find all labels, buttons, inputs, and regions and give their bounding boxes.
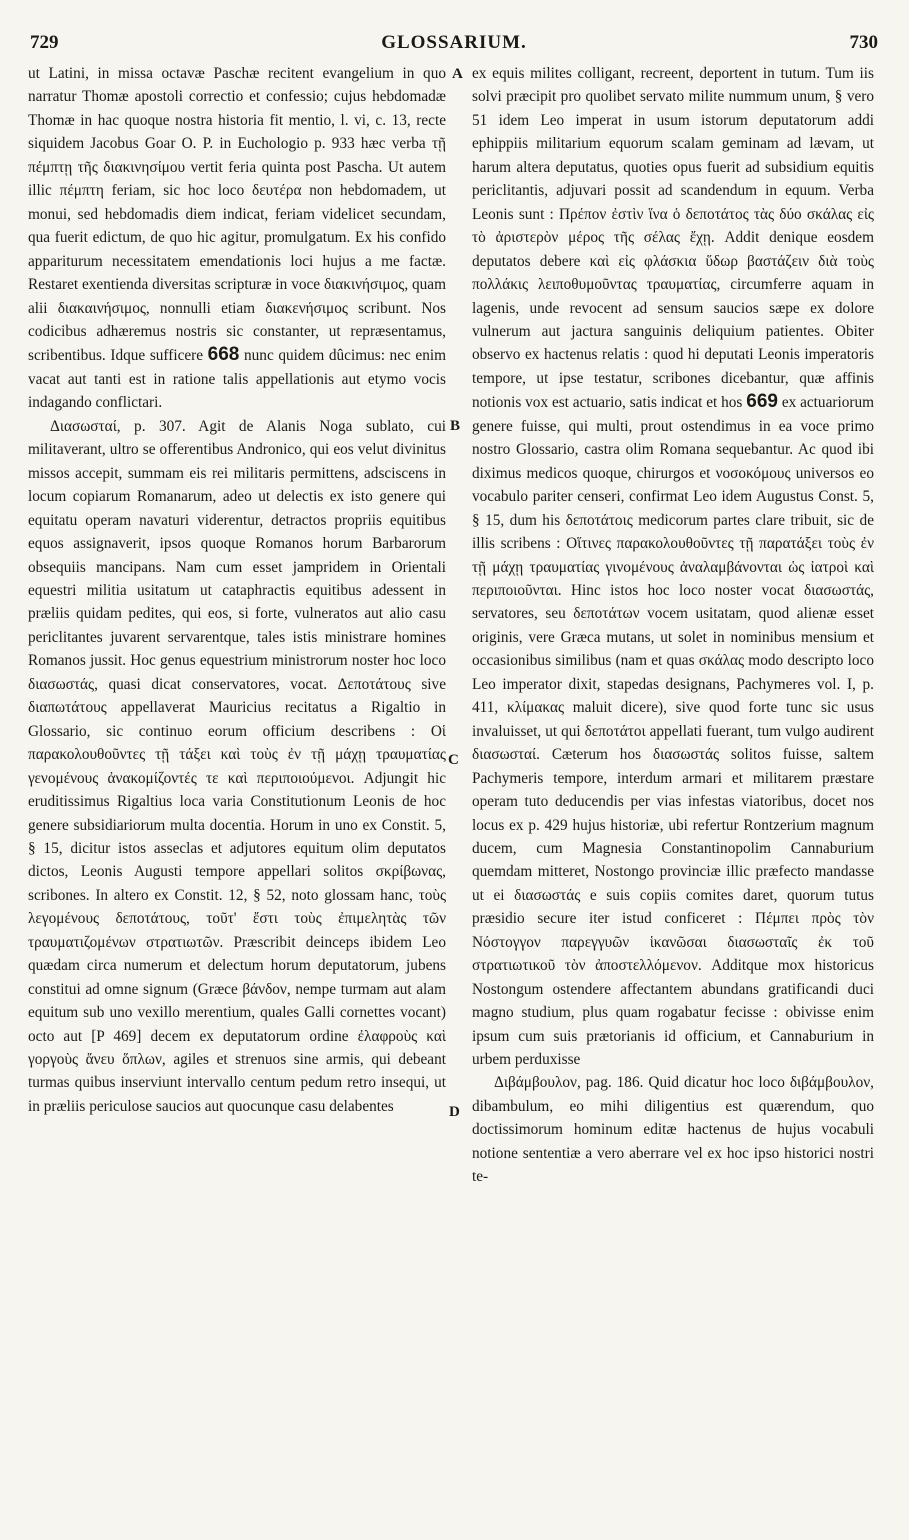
right-paragraph-1 bbox=[472, 62, 874, 1071]
margin-marker-a: A bbox=[452, 66, 463, 82]
left-text-1a: ut Latini, in missa octavæ Paschæ recitent evangelium in quo narratur Thomæ apostoli correctio et confessio; cujus hebdomadæ Thomæ in hac quoque nostra historia fit mentio, l. vi, c. 13, recte siquidem Jacobus Goar O. P. in Euchologio p. 933 hæc verba τῇ πέμπτῃ τῆς διακινησίμου vertit feria quinta post Pascha. Ut autem illic πέμπτη feriam, sic hoc loco δευτέρα non hebdomadem, ut monui, sed hebdomadis diem indicat, feriam videlicet secundam, qua fuerit edictum, de quo hic agitur, promulgatum. Ex his confido appariturum necessitatem emendationis loci hujus a me factæ. Restaret exentienda diversitas scripturæ in voce διακινήσιμος, quam alii διακαινήσιμος, nonnulli etiam διακενήσιμος scribunt. Nos codicibus adhæremus nostris sic constanter, ut repræsentamus, scribentibus. Idque sufficere bbox=[28, 65, 446, 365]
folio-number-669: 669 bbox=[746, 391, 778, 413]
left-text-1b: nunc quidem dûcimus: nec enim vacat aut tanti est in ratione talis appellationis aut etymo vocis indagando conflictari. bbox=[28, 347, 446, 412]
margin-marker-b: B bbox=[450, 418, 461, 434]
page-title: GLOSSARIUM. bbox=[381, 32, 527, 53]
right-column bbox=[472, 62, 874, 1462]
left-paragraph-1 bbox=[28, 62, 446, 415]
right-text-1a: ex equis milites colligant, recreent, deportent in tutum. Tum iis solvi præcipit pro quolibet servato milite nummum unum, § vero 51 idem Leo imperat in usum istorum deputatorum addi ephippiis militarium equorum scalam geminam ad lævam, ut harum altera deputatus, quoties opus fuerit ad subsidium equitis periclitantis, adjuvari possit ad scandendum in equum. Verba Leonis sunt : Πρέπον ἐστὶν ἵνα ὁ δεποτάτος τὰς δύο σκάλας εἰς τὸ ἀριστερὸν μέρος τῆς σέλας ἔχῃ. Addit denique eosdem deputatos debere καὶ εἰς φλάσκια ὕδωρ βαστάζειν διὰ τοὺς πολλάκις λειποθυμοῦντας τραυματίας, circumferre aquam in lagenis, unde revocent ad sensum saucios sæpe ex dolore vulnerum aut jactura sanguinis deliquium patientes. Obiter observo ex hactenus relatis : quod hi deputati Leonis imperatoris tempore, ut ipse testatur, scribones dicebantur, quæ affinis notionis vox est actuario, satis indicat et hos bbox=[472, 65, 874, 412]
left-column bbox=[28, 62, 446, 1462]
page-header bbox=[30, 32, 878, 56]
entry-dibamboulon: Διβάμβουλον, pag. 186. Quid dicatur hoc loco διβάμβουλον, dibambulum, eo mihi diligentius est quærendum, quo doctissimorum hominum editæ hactenus de hujus vocabuli notione sententiæ a vero aberrare vel ex hoc ipso historici nostri te- bbox=[472, 1074, 874, 1186]
margin-marker-d: D bbox=[449, 1104, 460, 1120]
page-number-right: 730 bbox=[849, 32, 878, 53]
entry-diasostai: Διασωσταί, p. 307. Agit de Alanis Noga sublato, cui militaverant, ultro se offerentibus Andronico, qui eos velut divinitus missos accepit, summam eis rei militaris permittens, adsciscens in locum copiarum Romanarum, adeo ut delectis ex isto genere qui equitatu operam navaturi viderentur, detractos propriis equitibus equos assignaverit, ipsos quoque Romanos horum Barbarorum obsequiis mancipans. Nam cum esset jampridem in Orientali equestri militia usitatum ut cataphractis equitibus adessent in præliis quidam pedites, qui eos, si forte, vulneratos aut alio casu periclitantes juvarent servarentque, tales istis ministrare homines Romanos jussit. Hoc genus equestrium ministrorum noster hoc loco διασωστάς, quasi dicat conservatores, vocat. Δεποτάτους sive διαπωτάτους appellaverat Mauricius recitatus a Rigaltio in Glossario, sic continuo eorum officium describens : Οἱ παρακολουθοῦντες τῇ τάξει καὶ τοὺς ἐν τῇ μάχῃ τραυματίας γενομένους ἀνακομίζοντές τε καὶ περιποιούμενοι. Adjungit hic eruditissimus Rigaltius loca varia Constitutionum Leonis de hoc genere subsidiariorum multa docentia. Horum in uno ex Constit. 5, § 15, dicitur istos asseclas et adjutores equitum olim deputatos dictos, Leonis Augusti tempore appellari solitos σκρίβωνας, scribones. In altero ex Constit. 12, § 52, noto glossam hanc, τοὺς λεγομένους δεποτάτους, τοῦτ' ἔστι τοὺς ἐπιμελητὰς τῶν τραυματιζομένων στρατιωτῶν. Præscribit deinceps ibidem Leo quædam circa numerum et delectum horum deputatorum, jubens constitui ad omne signum (Græce βάνδον, nempe turmam aut alam equitum sub uno vexillo merentium, quales Galli cornettes vocant) octo aut [P 469] decem ex deputatorum ordine ἐλαφροὺς καὶ γοργοὺς ἄνευ ὅπλων, agiles et strenuos sine armis, qui debeant turmas quibus inserviunt intervallo centum pedum retro insequi, ut in præliis periculose saucios aut quocunque casu delabentes bbox=[28, 417, 446, 1115]
page-number-left: 729 bbox=[30, 32, 59, 53]
margin-marker-c: C bbox=[448, 752, 459, 768]
right-text-1b: ex actuariorum genere fuisse, qui multi, prout ostendimus in ea voce primo nostro Glossario, castra olim Romana sequebantur. Ac quod ibi diximus medicos quoque, chirurgos et νοσοκόμους universos eo vocabulo pariter censeri, confirmat Leo idem Augustus Const. 5, § 15, dum his δεποτάτοις medicorum partes clare tribuit, sic de illis scribens : Οἵτινες παρακολουθοῦντες τῇ παρατάξει τοὺς ἐν τῇ μάχῃ τραυματίας γινομένους ἀναλαμβάνονται ὡς ἰατροὶ καὶ περιποιοῦνται. Hinc istos hoc loco noster vocat διασωστάς, servatores, seu δεποτάτων vocem usitatam, quod alienæ esset originis, vere Græca mutans, ut solet in nominibus mensium et occasionibus similibus (nam et quas σκάλας modo descripto loco Leo imperator dixit, stapedas designans, Pachymeres vol. I, p. 411, κλίμακας maluit dicere), sive quod forte tunc sic usus invaluisset, ut qui δεποτάτοι appellati fuerant, tum vulgo audirent διασωσταί. Cæterum hos διασωστάς solitos fuisse, saltem Pachymeris tempore, interdum armari et militarem præstare operam tuto deducendis per vias infestas viatoribus, docet nos locus ex p. 429 hujus historiæ, ubi refertur Rontzerium magnum ducem, cum Magnesia Constantinopolim Cannaburium quemdam mitteret, Nostongo provinciæ illic præfecto mandasse ut ei διασωστάς e suis copiis comites daret, quorum tutus præsidio secure iter istud conficeret : Πέμπει πρὸς τὸν Νόστογγον παρεγγυῶν ἱκανῶσαι διασωσταῖς ἐκ τοῦ στρατιωτικοῦ τὸν ἀποστελλόμενον. Additque mox historicus Nostongum ostendere affectantem abundans gratificandi duci magno studium, plus quam rogabatur fecisse : obivisse enim ipsum cum suis prætorianis id officium, et Cannaburium in urbem perduxisse bbox=[472, 394, 874, 1069]
folio-number-668: 668 bbox=[207, 344, 240, 366]
